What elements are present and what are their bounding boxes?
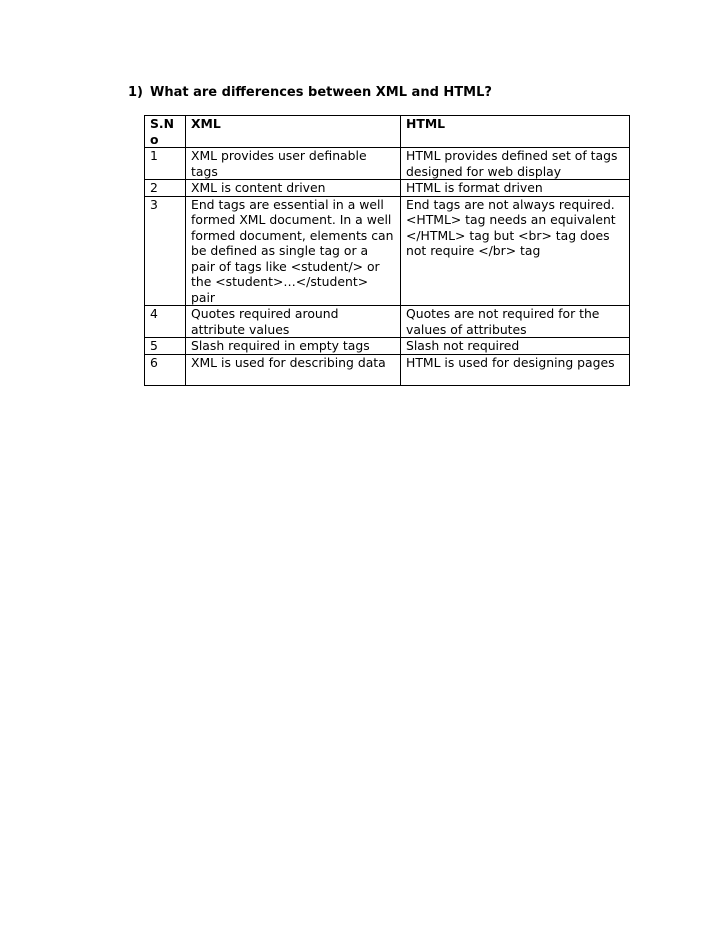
header-html: HTML: [401, 116, 630, 148]
cell-xml: End tags are essential in a well formed XML document. In a well formed document, elements can be defined as single tag or a pair of tags like <student/> or the <student>…</student> pair: [186, 196, 401, 306]
cell-xml: XML is used for describing data: [186, 354, 401, 385]
cell-sno: 6: [145, 354, 186, 385]
table-row: [145, 180, 630, 197]
cell-sno: 3: [145, 196, 186, 306]
question-number: 1): [128, 85, 143, 100]
table-row: [145, 338, 630, 355]
cell-xml: XML provides user definable tags: [186, 148, 401, 180]
table-row: [145, 306, 630, 338]
question-heading: [128, 85, 492, 101]
comparison-table: [144, 115, 630, 386]
cell-sno: 1: [145, 148, 186, 180]
table-row: [145, 354, 630, 385]
cell-sno: 4: [145, 306, 186, 338]
cell-html: HTML is used for designing pages: [401, 354, 630, 385]
cell-html: HTML provides defined set of tags designed for web display: [401, 148, 630, 180]
cell-xml: Slash required in empty tags: [186, 338, 401, 355]
cell-sno: 5: [145, 338, 186, 355]
cell-html: End tags are not always required.<HTML> tag needs an equivalent </HTML> tag but <br> tag does not require </br> tag: [401, 196, 630, 306]
header-xml: XML: [186, 116, 401, 148]
cell-html: Slash not required: [401, 338, 630, 355]
cell-xml: XML is content driven: [186, 180, 401, 197]
table-row: [145, 196, 630, 306]
cell-html: HTML is format driven: [401, 180, 630, 197]
cell-sno: 2: [145, 180, 186, 197]
header-sno: S.No: [145, 116, 186, 148]
cell-xml: Quotes required around attribute values: [186, 306, 401, 338]
table-header-row: [145, 116, 630, 148]
question-text: What are differences between XML and HTML?: [150, 85, 492, 100]
cell-html: Quotes are not required for the values of attributes: [401, 306, 630, 338]
table-row: [145, 148, 630, 180]
